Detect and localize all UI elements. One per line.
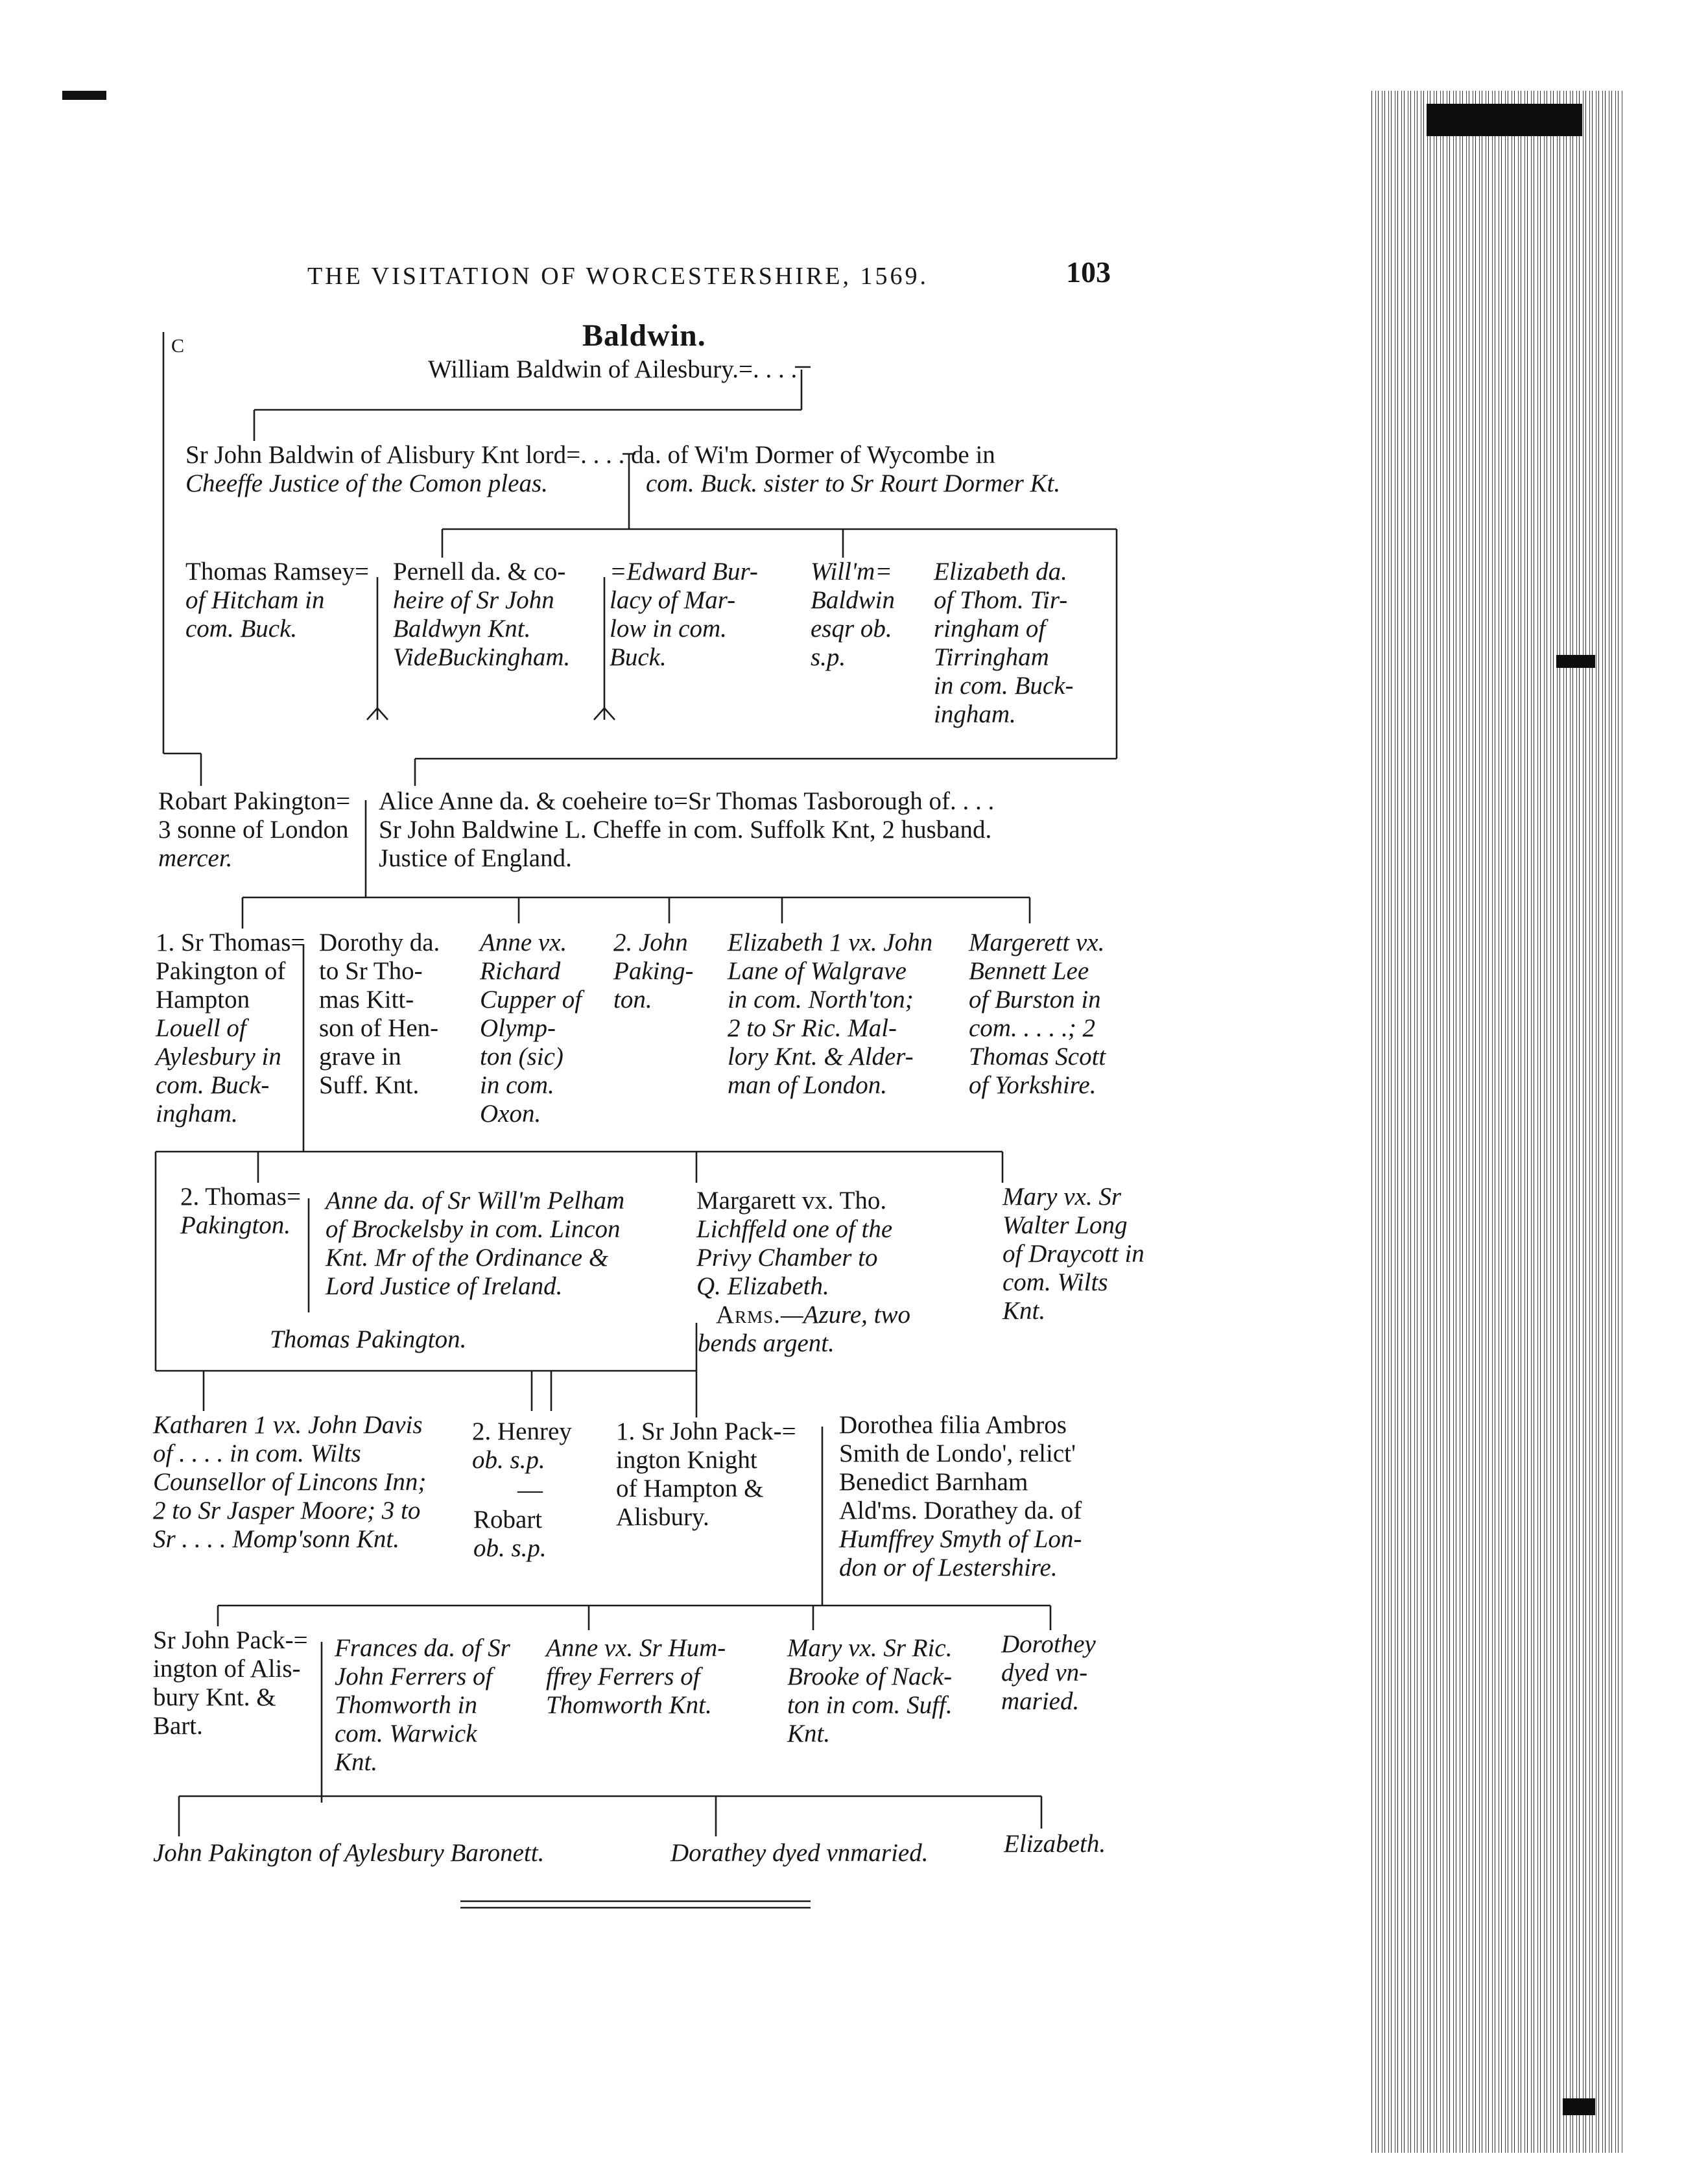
- page-number: 103: [1066, 255, 1111, 289]
- gen7-dash: —: [517, 1476, 543, 1504]
- gen6-arms-cont: bends argent.: [698, 1329, 835, 1357]
- gen5-anne-cupper: Anne vx. Richard Cupper of Olymp- ton (sic) in com. Oxon.: [480, 929, 582, 1128]
- gen6-arms: Arms.—Azure, two: [716, 1301, 911, 1329]
- gen3-elizabeth-tirringham: Elizabeth da. of Thom. Tir- ringham of Tirringham in com. Buck- ingham.: [934, 558, 1074, 728]
- gen5-john-pakington: 2. John Paking- ton.: [613, 929, 694, 1014]
- gen3-thomas-ramsey: Thomas Ramsey= of Hitcham in com. Buck.: [185, 558, 370, 643]
- gen7-dorothea-smith: Dorothea filia Ambros Smith de Londo', relict' Benedict Barnham Ald'ms. Dorathey da. of Humffrey Smyth of Lon- don or of Lestershire.: [839, 1411, 1082, 1582]
- gen2-sir-john-baldwin: Sr John Baldwin of Alisbury Knt lord=. . . . da. of Wi'm Dormer of Wycombe in Cheeffe Justice of the Comon pleas.: [185, 441, 995, 497]
- gen8-sir-john-packington: Sr John Pack-= ington of Alis- bury Knt. & Bart.: [153, 1626, 308, 1740]
- gen8-dorothey: Dorothey dyed vn- maried.: [1001, 1630, 1096, 1715]
- gen5-sir-thomas-pakington: 1. Sr Thomas= Pakington of Hampton Louell of Aylesbury in com. Buck- ingham.: [156, 929, 305, 1128]
- fore-edge-dark-band: [1427, 104, 1582, 136]
- surname-heading: Baldwin.: [582, 318, 706, 353]
- gen3-pernell: Pernell da. & co- heire of Sr John Baldwyn Knt. VideBuckingham.: [393, 558, 571, 671]
- corner-letter: C: [171, 335, 185, 357]
- gen3-willm-baldwin: Will'm= Baldwin esqr ob. s.p.: [811, 558, 896, 671]
- gen2-dormer-wife: com. Buck. sister to Sr Rourt Dormer Kt.: [646, 469, 1061, 497]
- gen1-william-baldwin: William Baldwin of Ailesbury.=. . . .: [428, 355, 798, 383]
- gen6-mary-long: Mary vx. Sr Walter Long of Draycott in com. Wilts Knt.: [1002, 1183, 1145, 1325]
- fore-edge-mark-bottom: [1563, 2098, 1595, 2115]
- gen5-elizabeth-lane: Elizabeth 1 vx. John Lane of Walgrave in com. North'ton; 2 to Sr Ric. Mal- lory Knt. & Alder- man of London.: [728, 929, 933, 1099]
- gen5-margerett-lee: Margerett vx. Bennett Lee of Burston in com. . . . .; 2 Thomas Scott of Yorkshire.: [969, 929, 1106, 1099]
- gen7-katharen: Katharen 1 vx. John Davis of . . . . in com. Wilts Counsellor of Lincons Inn; 2 to Sr Jasper Moore; 3 to Sr . . . . Momp'sonn Knt.: [153, 1411, 427, 1553]
- gen9-elizabeth: Elizabeth.: [1004, 1830, 1106, 1858]
- gen8-anne-ferrers: Anne vx. Sr Hum- ffrey Ferrers of Thomworth Knt.: [546, 1634, 726, 1719]
- gen4-robart-pakington: Robart Pakington= 3 sonne of London mercer.: [158, 787, 351, 872]
- fore-edge-mark: [1556, 655, 1595, 668]
- book-fore-edge: [1370, 91, 1622, 2153]
- gen9-dorathey: Dorathey dyed vnmaried.: [670, 1839, 929, 1867]
- gen5-dorothy-kittson: Dorothy da. to Sr Tho- mas Kitt- son of Hen- grave in Suff. Knt.: [319, 929, 440, 1099]
- gen9-john-pakington: John Pakington of Aylesbury Baronett.: [153, 1839, 545, 1867]
- gen6-child-thomas: Thomas Pakington.: [270, 1325, 467, 1353]
- gen7-henrey: 2. Henrey ob. s.p.: [472, 1417, 572, 1474]
- gen8-frances-ferrers: Frances da. of Sr John Ferrers of Thomworth in com. Warwick Knt.: [335, 1634, 510, 1776]
- gen4-alice-anne: Alice Anne da. & coeheire to=Sr Thomas Tasborough of. . . . Sr John Baldwine L. Cheffe in com. Suffolk Knt, 2 husband. Justice of England.: [379, 787, 995, 872]
- gen6-margarett-lichffeld: Margarett vx. Tho. Lichffeld one of the Privy Chamber to Q. Elizabeth.: [696, 1187, 893, 1300]
- gen6-anne-pelham: Anne da. of Sr Will'm Pelham of Brockelsby in com. Lincon Knt. Mr of the Ordinance & Lord Justice of Ireland.: [326, 1187, 625, 1300]
- gen6-thomas-pakington: 2. Thomas= Pakington.: [180, 1183, 301, 1239]
- running-head: THE VISITATION OF WORCESTERSHIRE, 1569.: [307, 263, 929, 290]
- gen3-edward-burlacy: =Edward Bur- lacy of Mar- low in com. Buck.: [610, 558, 758, 671]
- gen7-robart: Robart ob. s.p.: [473, 1506, 547, 1562]
- gen8-mary-brooke: Mary vx. Sr Ric. Brooke of Nack- ton in com. Suff. Knt.: [787, 1634, 953, 1748]
- gen7-sir-john-packington: 1. Sr John Pack-= ington Knight of Hampton & Alisbury.: [616, 1417, 796, 1531]
